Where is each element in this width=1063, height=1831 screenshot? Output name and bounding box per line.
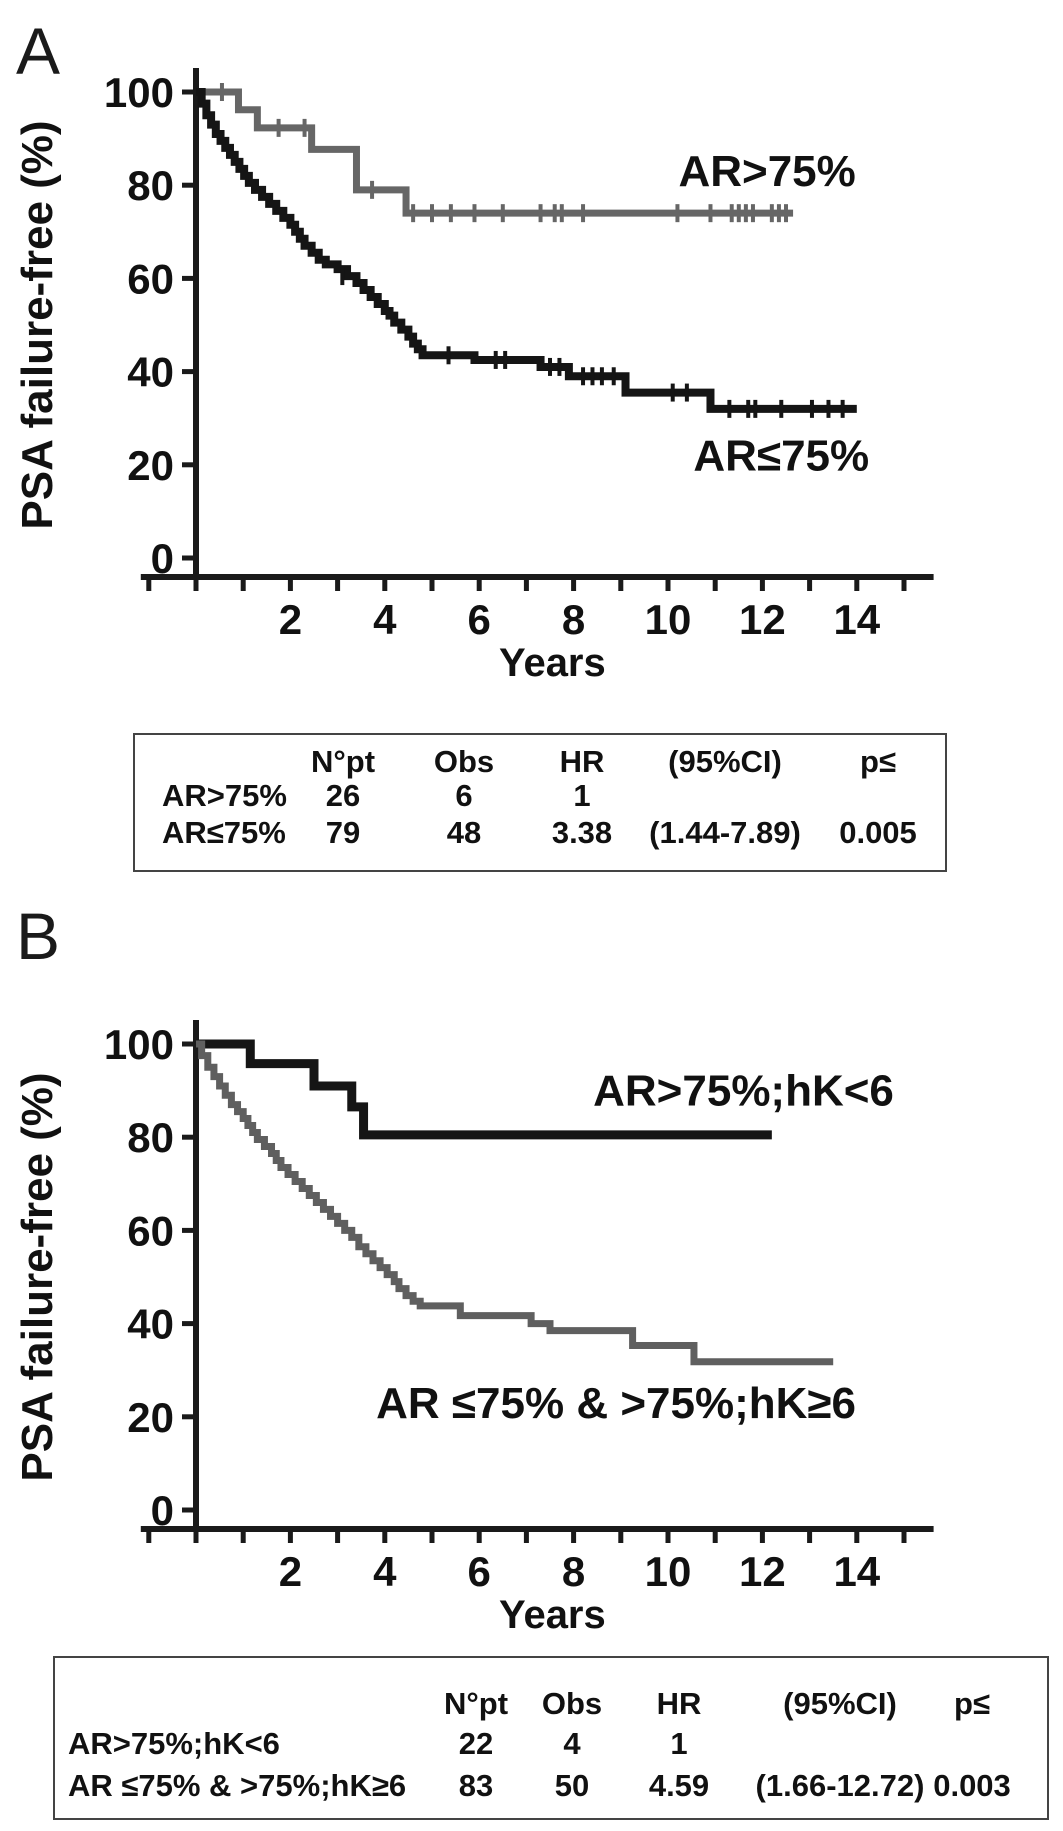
hr-value: 4.59 [648,1768,710,1803]
svg-text:12: 12 [739,596,786,643]
col-header-npt: N°pt [443,1686,509,1721]
col-header-obs: Obs [541,1686,603,1721]
svg-text:2: 2 [278,596,303,643]
panel-b-km-chart [0,952,1063,1662]
svg-text:4: 4 [373,596,397,643]
svg-text:14: 14 [833,1548,881,1595]
svg-text:20: 20 [127,441,174,489]
svg-text:2: 2 [278,1548,303,1595]
panel-a-km-chart [0,0,1063,710]
row-label: AR>75% [162,778,287,813]
ci-value: (1.44-7.89) [649,815,801,850]
svg-text:AR≤75%: AR≤75% [693,431,870,481]
svg-text:100: 100 [103,69,174,116]
npt-value: 79 [325,815,361,850]
col-header-ci: (95%CI) [783,1686,897,1721]
npt-value: 26 [325,778,361,813]
hr-value: 1 [670,1726,688,1761]
svg-text:8: 8 [561,1548,586,1595]
row-label: AR≤75% [162,815,286,850]
svg-text:14: 14 [833,596,881,643]
svg-text:6: 6 [467,1548,491,1595]
svg-text:0: 0 [150,1487,174,1534]
p-value: 0.005 [839,815,917,850]
col-header-npt: N°pt [310,744,376,779]
npt-value: 22 [458,1726,494,1761]
svg-text:100: 100 [103,1021,174,1068]
obs-value: 6 [455,778,473,813]
row-label: AR ≤75% & >75%;hK≥6 [68,1768,407,1803]
col-header-hr: HR [559,744,605,779]
row-label: AR>75%;hK<6 [68,1726,280,1761]
svg-text:Years: Years [498,641,606,685]
svg-text:8: 8 [561,596,586,643]
p-value: 0.003 [933,1768,1011,1803]
col-header-ci: (95%CI) [668,744,782,779]
svg-text:6: 6 [467,596,491,643]
hr-value: 1 [573,778,591,813]
svg-text:40: 40 [127,1300,174,1348]
panel-b-stats-table [53,1656,1049,1820]
svg-text:4: 4 [373,1548,397,1595]
col-header-p: p≤ [860,744,896,779]
obs-value: 48 [446,815,482,850]
hr-value: 3.38 [551,815,613,850]
panel-a-stats-table [133,733,947,872]
col-header-p: p≤ [954,1686,990,1721]
svg-text:40: 40 [127,348,174,396]
svg-text:10: 10 [644,1548,692,1595]
svg-text:AR>75%;hK<6: AR>75%;hK<6 [593,1066,894,1116]
obs-value: 4 [563,1726,581,1761]
svg-text:80: 80 [127,1114,174,1162]
svg-text:Years: Years [498,1593,606,1637]
col-header-hr: HR [656,1686,702,1721]
svg-text:20: 20 [127,1393,174,1441]
npt-value: 83 [458,1768,494,1803]
svg-text:60: 60 [127,1207,174,1255]
svg-text:80: 80 [127,162,174,210]
panel-a-letter: A [16,14,61,88]
svg-text:10: 10 [644,596,692,643]
svg-text:PSA failure-free (%): PSA failure-free (%) [13,120,62,530]
svg-text:PSA failure-free (%): PSA failure-free (%) [13,1072,62,1482]
ci-value: (1.66-12.72) [755,1768,925,1803]
obs-value: 50 [554,1768,590,1803]
panel-b-letter: B [16,899,61,973]
col-header-obs: Obs [433,744,495,779]
svg-text:12: 12 [739,1548,786,1595]
svg-text:AR>75%: AR>75% [678,147,856,197]
svg-text:0: 0 [150,535,174,582]
svg-text:60: 60 [127,255,174,303]
svg-text:AR ≤75% & >75%;hK≥6: AR ≤75% & >75%;hK≥6 [376,1378,857,1428]
